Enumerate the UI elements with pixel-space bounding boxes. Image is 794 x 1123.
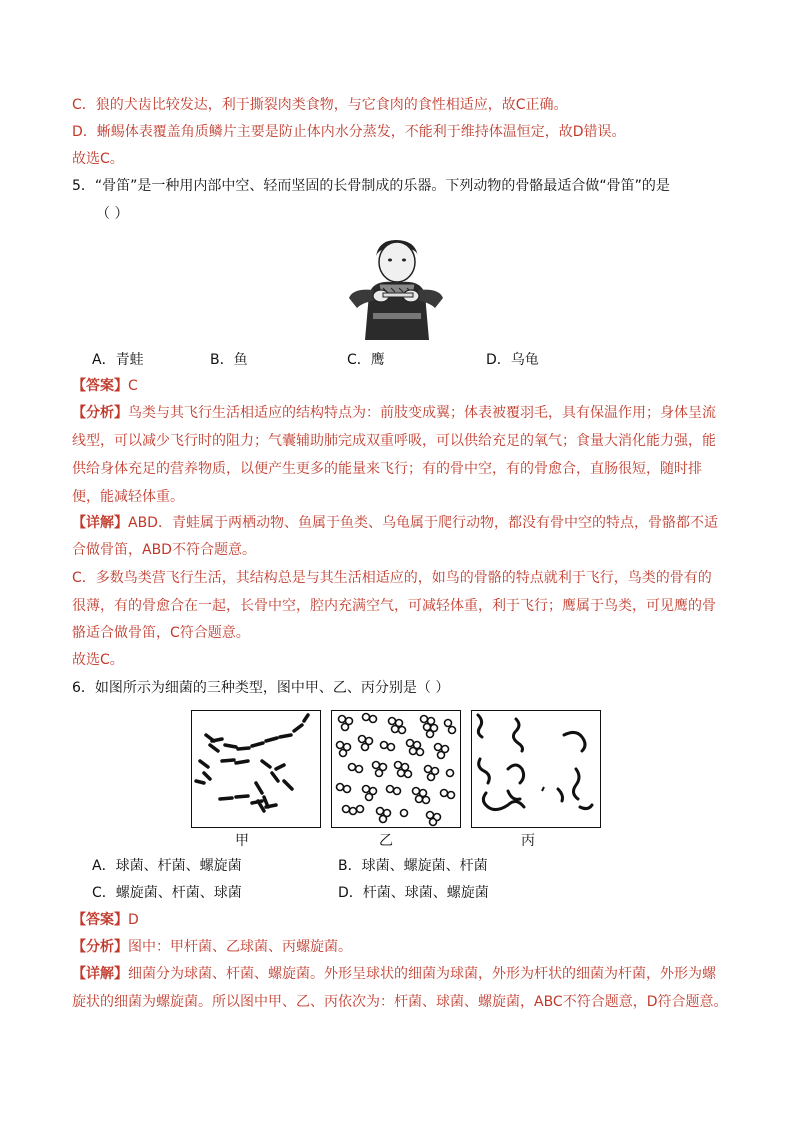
answer-value: C bbox=[128, 378, 138, 394]
q6-option-b: B．球菌、螺旋菌、杆菌 bbox=[338, 858, 488, 874]
explanation-line-c: C．狼的犬齿比较发达，利于撕裂肉类食物，与它食肉的食性相适应，故C正确。 bbox=[72, 97, 568, 113]
q6-analysis-line-1: 【分析】图中：甲杆菌、乙球菌、丙螺旋菌。 bbox=[72, 939, 352, 955]
q5-analysis-line-1: 【分析】鸟类与其飞行生活相适应的结构特点为：前肢变成翼；体表被覆羽毛，具有保温作用；身体呈流 bbox=[72, 405, 716, 421]
analysis-tag: 【分析】 bbox=[72, 939, 128, 955]
q5-analysis-line-2: 线型，可以减少飞行时的阻力；气囊辅助肺完成双重呼吸，可以供给充足的氧气；食量大消化能力强，能 bbox=[72, 433, 716, 449]
bacteria-panel-rod bbox=[191, 710, 321, 828]
q6-option-d: D．杆菌、球菌、螺旋菌 bbox=[338, 885, 489, 901]
q5-detail-line-5: 骼适合做骨笛，C符合题意。 bbox=[72, 625, 250, 641]
answer-tag: 【答案】 bbox=[72, 378, 128, 394]
q5-answer-blank: （ ） bbox=[96, 206, 129, 222]
q6-option-a: A．球菌、杆菌、螺旋菌 bbox=[92, 858, 242, 874]
answer-tag: 【答案】 bbox=[72, 912, 128, 928]
q5-detail-line-3: C．多数鸟类营飞行生活，其结构总是与其生活相适应的，如鸟的骨骼的特点就利于飞行，鸟类的骨有的 bbox=[72, 570, 712, 586]
q6-answer bbox=[72, 910, 139, 930]
q6-detail-line-2: 旋状的细菌为螺旋菌。所以图中甲、乙、丙依次为：杆菌、球菌、螺旋菌，ABC不符合题意，D符合题意。 bbox=[72, 994, 728, 1010]
q5-option-d: D．乌龟 bbox=[486, 352, 539, 368]
figure-label-bing: 丙 bbox=[521, 833, 535, 849]
q5-option-c: C．鹰 bbox=[347, 352, 385, 368]
q6-stem: 6．如图所示为细菌的三种类型，图中甲、乙、丙分别是（ ） bbox=[72, 680, 450, 696]
figure-label-yi: 乙 bbox=[379, 833, 393, 849]
figure-label-jia: 甲 bbox=[235, 833, 249, 849]
q5-detail-line-1: 【详解】ABD．青蛙属于两栖动物、鱼属于鱼类、乌龟属于爬行动物，都没有骨中空的特点，骨骼都不适 bbox=[72, 515, 718, 531]
q5-option-b: B．鱼 bbox=[210, 352, 248, 368]
q5-detail-line-2: 合做骨笛，ABD不符合题意。 bbox=[72, 542, 256, 558]
detail-tag: 【详解】 bbox=[72, 515, 128, 531]
bacteria-panel-coccus bbox=[331, 710, 461, 828]
q5-detail-line-4: 很薄，有的骨愈合在一起，长骨中空，腔内充满空气，可减轻体重，利于飞行；鹰属于鸟类，可见鹰的骨 bbox=[72, 598, 716, 614]
bone-flute-player-image bbox=[343, 236, 449, 340]
explanation-conclusion: 故选C。 bbox=[72, 151, 124, 167]
bacteria-panel-spiral bbox=[471, 710, 601, 828]
q6-option-c: C．螺旋菌、杆菌、球菌 bbox=[92, 885, 242, 901]
q5-answer bbox=[72, 376, 138, 396]
coccus-bacteria-illustration bbox=[332, 711, 460, 827]
q6-detail-line-1: 【详解】细菌分为球菌、杆菌、螺旋菌。外形呈球状的细菌为球菌，外形为杆状的细菌为杆菌，外形为螺 bbox=[72, 966, 716, 982]
q5-analysis-line-3: 供给身体充足的营养物质，以便产生更多的能量来飞行；有的骨中空，有的骨愈合，直肠很短，随时排 bbox=[72, 461, 702, 477]
analysis-tag: 【分析】 bbox=[72, 405, 128, 421]
q5-stem: 5．“骨笛”是一种用内部中空、轻而坚固的长骨制成的乐器。下列动物的骨骼最适合做“骨笛”的是 bbox=[72, 178, 670, 194]
q5-option-a: A．青蛙 bbox=[92, 352, 144, 368]
answer-value: D bbox=[128, 912, 139, 928]
q5-detail-line-6: 故选C。 bbox=[72, 652, 124, 668]
rod-bacteria-illustration bbox=[192, 711, 320, 827]
q5-analysis-line-4: 便，能减轻体重。 bbox=[72, 489, 184, 505]
detail-tag: 【详解】 bbox=[72, 966, 128, 982]
explanation-line-d: D．蜥蜴体表覆盖角质鳞片主要是防止体内水分蒸发，不能利于维持体温恒定，故D错误。 bbox=[72, 124, 626, 140]
spiral-bacteria-illustration bbox=[472, 711, 600, 827]
